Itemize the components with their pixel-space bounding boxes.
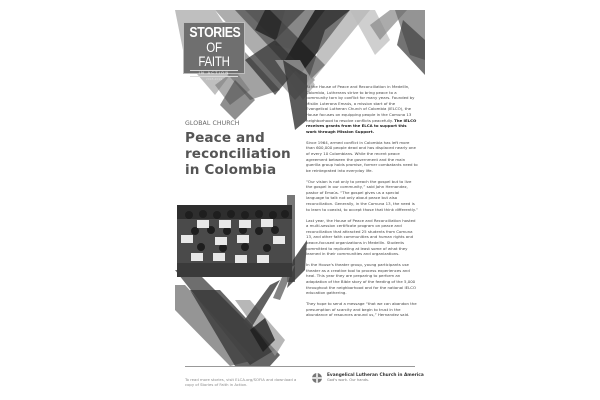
paragraph-intro: At the House of Peace and Reconciliation in Medellín, Colombia, Lutherans strive to bring peace to a community torn by conflict for many years. Founded by Misión Luterana Emaús, a mission start of the Evangelical Lutheran Church of Colombia (IELCO), the House focuses on equipping people in the Comuna 13 neighborhood to resolve conflicts peacefully. The IELCO receives grants from the ELCA to support this work through Mission Support. — [306, 84, 417, 134]
paragraph-theater: In the House's theater group, young participants use theater as a creative tool to process experiences and heal. This year they are preparing to perform an adaptation of the Bible story of the feeding of the 5,000 throughout the neighborhood and for the national IELCO education gathering. — [306, 262, 417, 296]
group-with-certificates-image — [177, 205, 292, 277]
logo-years: 2018-2019 — [205, 77, 223, 81]
footer-divider — [185, 366, 415, 367]
article-title: Peace and reconciliation in Colombia — [185, 130, 291, 178]
article-body — [306, 84, 418, 323]
logo-line-in-action: IN ACTION — [190, 70, 238, 77]
paragraph-program: Last year, the House of Peace and Reconciliation hosted a multi-session certificate program on peace and reconciliation that attracted 25 students from Comuna 13, and other faith communities and human rights and peace-focused organizations in Medellín. Students committed to replicating at least some of what they learned in their communities and organizations. — [306, 217, 416, 257]
logo-line-stories: STORIES — [189, 24, 241, 41]
paragraph-conflict: Since 1964, armed conflict in Colombia has left more than 600,000 people dead and has displaced nearly one of every 10 Colombians. While the recent peace agreement between the government and the main guerilla group holds promise, former combatants need to be reintegrated into everyday life. — [306, 139, 418, 173]
section-kicker: GLOBAL CHURCH — [185, 120, 240, 127]
grant-highlight: The IELCO receives grants from the ELCA to support this work through Mission Support. — [306, 117, 417, 134]
paragraph-closing: They hope to send a message “that we can abandon the presumption of scarcity and begin to trust in the abundance of resources around us,” Hernandez said. — [306, 301, 417, 318]
elca-tagline: God's work. Our hands. — [327, 378, 370, 382]
group-photo — [177, 205, 292, 277]
elca-org-name: Evangelical Lutheran Church in America — [327, 373, 424, 378]
elca-logo — [312, 373, 424, 383]
read-more-note: To read more stories, visit ELCA.org/SOFIA and download a copy of Stories of Faith in Action. — [185, 377, 297, 387]
elca-seal-icon — [312, 373, 322, 383]
document-page — [175, 0, 425, 400]
logo-line-of-faith: OF FAITH — [198, 39, 230, 69]
stories-of-faith-logo — [183, 22, 245, 81]
paragraph-quote: “Our vision is not only to preach the gospel but to live the gospel in our community,” said John Hernandez, pastor of Emaús. “The gospel gives us a special language to talk not only about peace but also reconciliation. Generally, in the Comuna 13, the need is to learn to coexist, to accept those that think differently.” — [306, 178, 418, 212]
